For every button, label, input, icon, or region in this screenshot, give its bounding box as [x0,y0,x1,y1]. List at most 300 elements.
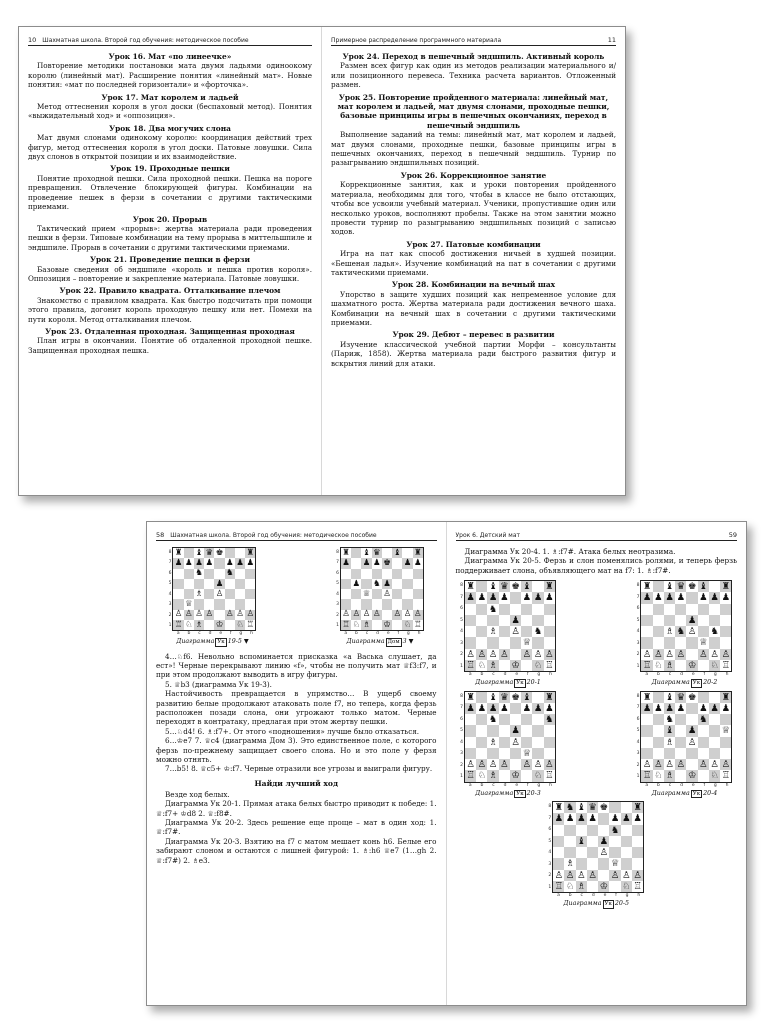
board-square [621,858,632,869]
board-square [521,714,532,725]
running-header-left [156,531,437,541]
commentary [156,652,437,774]
lesson-description: Изучение классической учебной партии Морфи – консультанты (Париж, 1858). Жертва материала ради быстрого развития фигур и вскрытия линий для атаки. [331,339,616,368]
white-pawn-icon: ♙ [477,759,487,771]
board-square [499,626,510,637]
white-knight-icon: ♘ [477,659,487,671]
board-square [653,725,664,736]
black-king-icon: ♚ [687,581,697,593]
black-pawn-icon: ♟ [699,702,708,714]
black-rook-icon: ♜ [721,581,731,593]
file-label: h [549,782,552,788]
paragraph: Диаграмма Ук 20-5. Ферзь и слон поменялись ролями, и теперь ферзь поддерживает слона, объявляющего мат на f7: 1. ♗:f7#. [455,556,737,575]
board-square [653,748,664,759]
board-square [598,858,609,869]
rank-label: 1 [168,623,172,629]
rank-label: 8 [460,693,463,699]
board-square [465,748,476,759]
board-square [532,692,543,703]
board-square [361,569,371,579]
black-rook-icon: ♜ [174,547,183,558]
black-pawn-icon: ♟ [654,702,663,714]
board-square [553,847,564,858]
board-square [564,825,575,836]
file-label: e [691,672,695,678]
rank-label: 5 [548,838,552,844]
chess-diagram [548,801,645,909]
black-pawn-icon: ♟ [599,835,609,847]
board-with-coordinates [637,691,733,783]
black-king-icon: ♚ [511,691,520,703]
white-pawn-icon: ♙ [195,609,203,620]
file-label: g [713,672,717,678]
file-label: g [537,672,541,678]
white-bishop-icon: ♗ [665,659,674,671]
file-label: a [468,672,472,678]
board-square [204,599,214,609]
file-labels [553,893,645,898]
black-rook-icon: ♜ [554,802,564,814]
file-label: e [515,672,519,678]
rank-label: 7 [460,705,463,711]
board-square [532,714,543,725]
board-square [720,604,731,615]
white-pawn-icon: ♙ [403,609,412,620]
board-with-coordinates [169,547,257,631]
board-square [720,737,731,748]
white-bishop-icon: ♗ [362,619,371,630]
board-square [184,579,194,589]
white-rook-icon: ♖ [174,619,183,630]
board-square [225,620,235,630]
rank-labels [637,691,640,783]
rank-label: 6 [548,827,552,833]
rank-label: 7 [336,560,339,566]
black-pawn-icon: ♟ [488,702,498,714]
rank-label: 5 [636,617,640,623]
file-label: f [703,782,706,788]
page-58 [147,522,447,1005]
board-square [653,626,664,637]
white-pawn-icon: ♙ [362,609,371,620]
paragraph: 5. ♕b3 (диаграмма Ук 19-3). [165,679,272,689]
rank-label: 1 [548,884,552,890]
chess-board [464,691,556,783]
white-bishop-icon: ♗ [665,770,674,782]
white-pawn-icon: ♙ [721,648,731,660]
paragraph: Настойчивость превращается в упрямство… В ущерб своему развитию белые продолжают атаковать поле f7, но теперь, когда ферзь расположен позади слона, они угрожают только матом. Черные переходят в контратаку, предлагая при этом жертву пешки. [156,689,437,727]
board-square [720,714,731,725]
board-square [553,825,564,836]
board-square [476,581,487,592]
board-square [686,748,697,759]
diagram-caption [176,638,249,647]
rank-label: 2 [336,612,339,618]
white-rook-icon: ♖ [642,770,652,782]
lesson-description: Понятие проходной пешки. Сила проходной пешки. Пешка на пороге превращения. Отвлечение блокирующей фигуры. Комбинации на проведение пешек в ферзи в сочетании с другими тактическими приемами. [28,173,312,212]
file-label: e [603,893,607,899]
file-label: h [417,631,421,636]
black-rook-icon: ♜ [246,547,255,558]
white-pawn-icon: ♙ [246,609,255,620]
white-pawn-icon: ♙ [342,609,350,620]
page-number: 58 [156,531,165,539]
board-square [686,703,697,714]
caption-box: Ук [516,790,524,797]
file-labels [465,783,557,788]
board-square [361,599,371,609]
board-square [587,836,598,847]
black-pawn-icon: ♟ [710,702,719,714]
black-pawn-icon: ♟ [511,725,520,737]
lesson-description: Упорство в защите худших позиций как непременное условие для шахматного роста. Жертва материала ради достижения вечного шаха. Комбинации на вечный шах в сочетании с другими тактическими приемами. [331,289,616,327]
caption-number: 20-1 [526,679,541,687]
board-square [487,725,498,736]
black-pawn-icon: ♟ [545,592,554,604]
rank-label: 3 [636,640,640,646]
white-pawn-icon: ♙ [215,588,224,599]
rank-labels [460,580,463,672]
board-square [720,748,731,759]
white-pawn-icon: ♙ [633,869,642,881]
white-pawn-icon: ♙ [205,609,214,620]
caption-box: Ук [692,680,701,687]
rank-label: 2 [168,612,172,618]
board-square [392,589,402,599]
board-square [499,714,510,725]
rank-label: 3 [460,751,463,757]
board-square [225,548,235,558]
black-pawn-icon: ♟ [721,702,731,714]
board-square [587,825,598,836]
file-label: a [176,631,180,636]
white-queen-icon: ♕ [184,599,193,610]
file-label: a [344,631,348,636]
black-king-icon: ♚ [599,802,609,814]
diagram-caption [563,900,629,909]
black-pawn-icon: ♟ [687,614,697,626]
white-pawn-icon: ♙ [184,609,193,620]
board-square [675,725,686,736]
black-knight-icon: ♞ [488,603,498,615]
black-queen-icon: ♛ [676,581,686,593]
page-number: 59 [728,531,737,539]
board-square [521,725,532,736]
board-square [698,748,709,759]
white-pawn-icon: ♙ [500,759,509,771]
board-square [553,836,564,847]
file-label: d [376,631,379,636]
board-square [351,569,361,579]
caption-number: 20-3 [526,789,541,797]
board-square [476,637,487,648]
rank-label: 2 [460,652,463,658]
caption-prefix: Диаграмма [651,789,690,797]
board-square [641,748,652,759]
lesson-description: Мат двумя слонами одинокому королю: координация действий трех фигур, метод оттеснения короля в угол доски. Патовые ловушки. Сила двух слонов в открытой позиции и их взаимодействие. [28,133,312,162]
diagram-caption [475,679,541,688]
black-knight-icon: ♞ [372,578,381,589]
white-rook-icon: ♖ [554,880,564,892]
lesson-title: Урок 26. Коррекционное занятие [400,170,547,180]
board-square [664,748,675,759]
black-pawn-icon: ♟ [511,614,520,626]
rank-labels [336,547,339,631]
board-square [641,737,652,748]
white-rook-icon: ♖ [721,770,731,782]
board-square [675,714,686,725]
board-square [351,558,361,568]
file-labels [465,672,557,677]
black-knight-icon: ♞ [710,626,719,638]
board-square [225,579,235,589]
black-pawn-icon: ♟ [642,702,652,714]
board-square [499,737,510,748]
board-square [621,802,632,813]
caption-prefix: Диаграмма [346,638,385,645]
white-king-icon: ♔ [599,880,609,892]
rank-labels [460,691,463,783]
file-label: d [680,672,683,678]
rank-label: 7 [168,560,172,566]
black-pawn-icon: ♟ [225,558,234,569]
board-square [632,847,643,858]
black-pawn-icon: ♟ [588,813,597,825]
file-label: c [365,631,369,636]
file-labels [341,631,425,636]
black-pawn-icon: ♟ [174,558,183,569]
board-square [245,569,255,579]
board-square [686,649,697,660]
chess-diagram [336,547,425,647]
board-square [609,847,620,858]
board-with-coordinates [336,547,424,631]
diagram-caption [652,790,718,799]
white-pawn-icon: ♙ [511,626,520,638]
board-square [653,714,664,725]
rank-label: 8 [336,549,339,555]
black-pawn-icon: ♟ [676,592,686,604]
board-square [609,836,620,847]
white-rook-icon: ♖ [246,619,255,630]
board-square [664,604,675,615]
board-square [544,615,555,626]
rank-label: 6 [168,570,172,576]
white-knight-icon: ♘ [622,880,631,892]
board-square [499,770,510,781]
rank-label: 3 [460,640,463,646]
white-pawn-icon: ♙ [533,648,543,660]
board-square [392,579,402,589]
black-pawn-icon: ♟ [665,592,674,604]
white-king-icon: ♔ [215,619,224,630]
white-pawn-icon: ♙ [522,648,532,660]
file-label: c [492,782,495,788]
black-rook-icon: ♜ [642,581,652,593]
board-square [402,569,412,579]
board-square [235,579,245,589]
white-pawn-icon: ♙ [500,648,509,660]
black-rook-icon: ♜ [642,691,652,703]
board-square [402,579,412,589]
black-pawn-icon: ♟ [610,813,620,825]
caption-prefix: Диаграмма [563,900,602,908]
board-square [532,637,543,648]
white-pawn-icon: ♙ [588,869,597,881]
white-knight-icon: ♘ [236,619,244,630]
board-square [510,649,521,660]
board-square [598,870,609,881]
black-rook-icon: ♜ [466,691,475,703]
file-label: h [250,631,253,636]
white-pawn-icon: ♙ [654,648,663,660]
black-bishop-icon: ♝ [488,581,498,593]
board-square [510,592,521,603]
file-label: f [397,631,400,636]
black-bishop-icon: ♝ [362,547,371,558]
file-label: d [208,631,212,636]
black-pawn-icon: ♟ [362,558,371,569]
board-square [235,599,245,609]
rank-label: 1 [636,663,640,669]
diagram-row [456,801,738,909]
board-square [641,725,652,736]
page-number: 11 [607,36,616,44]
board-square [653,737,664,748]
board-square [341,579,351,589]
board-square [686,714,697,725]
black-queen-icon: ♛ [205,547,214,558]
board-square [487,637,498,648]
file-label: b [657,782,660,788]
white-knight-icon: ♘ [710,770,719,782]
white-pawn-icon: ♙ [676,759,686,771]
file-label: b [480,782,484,788]
board-square [532,615,543,626]
lesson-description: Тактический прием «прорыв»: жертва материала ради проведения пешки в ферзи. Типовые комбинации на тему прорыва в миттельшпиле и эндшпиле. Прорыв в сочетании с другими тактическими приемами. [28,223,312,252]
black-knight-icon: ♞ [676,626,686,638]
white-knight-icon: ♘ [477,770,487,782]
rank-label: 4 [548,850,552,856]
rank-label: 2 [460,762,463,768]
header-title: Шахматная школа. Второй год обучения: методическое пособие [42,37,249,44]
diagram-row [156,547,437,647]
board-square [465,725,476,736]
file-label: d [503,782,507,788]
white-bishop-icon: ♗ [195,619,203,630]
white-pawn-icon: ♙ [236,609,244,620]
black-pawn-icon: ♟ [522,592,532,604]
lesson-title: Урок 18. Два могучих слона [109,123,231,133]
lesson-list [28,52,312,355]
header-title: Шахматная школа. Второй год обучения: методическое пособие [170,532,377,539]
lesson-title: Урок 27. Патовые комбинации [406,239,541,249]
black-knight-icon: ♞ [665,714,674,726]
black-knight-icon: ♞ [225,568,234,579]
board-square [521,604,532,615]
board-square [653,604,664,615]
section-heading: Найди лучший ход [254,778,339,788]
white-pawn-icon: ♙ [372,609,381,620]
white-bishop-icon: ♗ [195,588,203,599]
file-label: b [480,672,484,678]
black-pawn-icon: ♟ [184,558,193,569]
board-square [709,604,720,615]
board-square [499,660,510,671]
black-bishop-icon: ♝ [488,691,498,703]
black-pawn-icon: ♟ [710,592,719,604]
board-square [698,660,709,671]
chess-diagram [636,580,733,688]
board-square [173,569,183,579]
board-square [245,579,255,589]
black-queen-icon: ♛ [500,581,509,593]
caption-number: 20-5 [614,900,630,908]
board-square [521,770,532,781]
board-square [510,759,521,770]
board-square [709,637,720,648]
white-knight-icon: ♘ [533,659,543,671]
file-label: f [229,631,232,636]
board-square [476,725,487,736]
board-square [351,589,361,599]
black-pawn-icon: ♟ [466,702,475,714]
rank-labels [637,580,640,672]
board-square [499,604,510,615]
board-square [510,748,521,759]
caption-number: 3 ▼ [402,638,414,645]
board-square [194,599,204,609]
board-square [392,599,402,609]
paragraph: Диаграмма Ук 20-1. Прямая атака белых быстро приводит к победе: 1. ♕:f7+ ♔d8 2. ♕:f8#. [156,799,437,818]
board-square [587,881,598,892]
black-pawn-icon: ♟ [246,558,255,569]
board-square [476,692,487,703]
rank-label: 6 [460,716,463,722]
white-bishop-icon: ♗ [488,736,498,748]
board-square [510,637,521,648]
white-pawn-icon: ♙ [466,759,475,771]
white-pawn-icon: ♙ [710,759,719,771]
board-square [382,599,392,609]
board-square [372,589,382,599]
board-square [392,569,402,579]
lesson-title: Урок 17. Мат королем и ладьей [101,92,239,102]
board-square [709,737,720,748]
black-pawn-icon: ♟ [500,592,509,604]
white-queen-icon: ♕ [362,588,371,599]
white-knight-icon: ♘ [184,619,193,630]
task-list [156,790,437,865]
black-pawn-icon: ♟ [676,702,686,714]
board-square [413,589,423,599]
board-square [341,569,351,579]
black-knight-icon: ♞ [195,568,203,579]
board-square [341,599,351,609]
black-king-icon: ♚ [511,581,520,593]
file-label: g [713,782,717,788]
board-with-coordinates [460,580,556,672]
board-square [372,599,382,609]
board-square [720,615,731,626]
rank-label: 6 [460,606,463,612]
board-square [587,847,598,858]
board-square [235,569,245,579]
page-11 [322,27,625,495]
lesson-title: Урок 29. Дебют – перевес в развитии [392,330,555,340]
white-pawn-icon: ♙ [554,869,564,881]
chess-board [640,691,732,783]
